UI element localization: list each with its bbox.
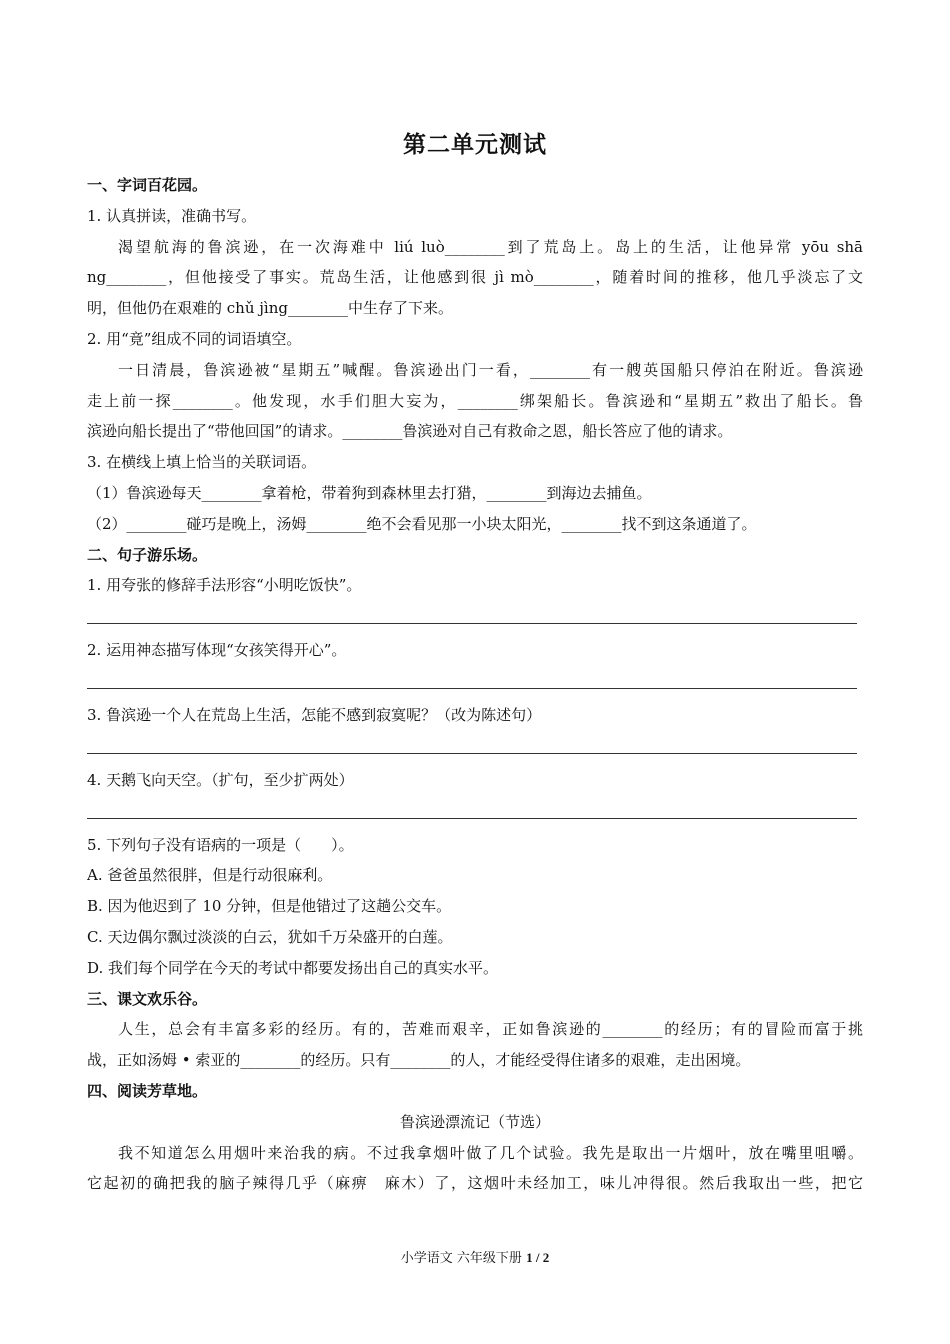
page-number: 1 / 2 (526, 1250, 550, 1265)
text-line: ng________，但他接受了事实。荒岛生活，让他感到很 jì mò________，随着时间的推移，他几乎淡忘了文 (87, 268, 863, 287)
question-prompt: 3. 在横线上填上恰当的关联词语。 (87, 453, 317, 472)
page-footer (0, 1247, 950, 1266)
text-line: 走上前一探________。他发现，水手们胆大妄为，________绑架船长。鲁滨逊和“星期五”救出了船长。鲁 (87, 391, 863, 410)
answer-line[interactable] (87, 601, 857, 624)
text-line: 人生，总会有丰富多彩的经历。有的，苦难而艰辛，正如鲁滨逊的________的经历；有的冒险而富于挑 (118, 1020, 863, 1039)
text-line: 明，但他仍在艰难的 chǔ jìng________中生存了下来。 (87, 299, 453, 318)
question-prompt: 2. 用“竟”组成不同的词语填空。 (87, 329, 302, 348)
question-prompt: 5. 下列句子没有语病的一项是（ ）。 (87, 835, 354, 854)
text-line: 战，正如汤姆 • 索亚的________的经历。只有________的人，才能经受得住诸多的艰难，走出困境。 (87, 1051, 751, 1070)
text-line: 滨逊向船长提出了“带他回国”的请求。________鲁滨逊对自己有救命之恩，船长答应了他的请求。 (87, 422, 733, 441)
page-title: 第二单元测试 (403, 131, 547, 158)
text-line: 渴望航海的鲁滨逊，在一次海难中 liú luò________到了荒岛上。岛上的生活，让他异常 yōu shā (118, 237, 863, 256)
text-line: 一日清晨，鲁滨逊被“星期五”喊醒。鲁滨逊出门一看，________有一艘英国船只停泊在附近。鲁滨逊 (118, 360, 863, 379)
section-heading: 四、阅读芳草地。 (87, 1081, 208, 1100)
passage-line: 我不知道怎么用烟叶来治我的病。不过我拿烟叶做了几个试验。我先是取出一片烟叶，放在嘴里咀嚼。 (118, 1143, 863, 1162)
document-body (87, 170, 863, 1199)
passage-line: 它起初的确把我的脑子辣得几乎（麻痹 麻木）了，这烟叶未经加工，味儿冲得很。然后我取出一些，把它 (87, 1174, 863, 1193)
answer-line[interactable] (87, 666, 857, 689)
passage-title: 鲁滨逊漂流记（节选） (399, 1112, 550, 1131)
option-c: C. 天边偶尔飘过淡淡的白云，犹如千万朵盛开的白莲。 (87, 927, 453, 946)
question-prompt: 1. 用夸张的修辞手法形容“小明吃饭快”。 (87, 576, 362, 595)
question-prompt: 4. 天鹅飞向天空。（扩句，至少扩两处） (87, 770, 354, 789)
answer-line[interactable] (87, 731, 857, 754)
question-prompt: 1. 认真拼读，准确书写。 (87, 206, 257, 225)
footer-text: 小学语文 六年级下册 (400, 1251, 522, 1266)
question-prompt: 3. 鲁滨逊一个人在荒岛上生活，怎能不感到寂寞呢？（改为陈述句） (87, 705, 542, 724)
option-d: D. 我们每个同学在今天的考试中都要发扬出自己的真实水平。 (87, 958, 499, 977)
question-prompt: 2. 运用神态描写体现“女孩笑得开心”。 (87, 641, 347, 660)
section-heading: 二、句子游乐场。 (87, 545, 208, 564)
option-b: B. 因为他迟到了 10 分钟，但是他错过了这趟公交车。 (87, 897, 452, 916)
answer-line[interactable] (87, 796, 857, 819)
section-heading: 一、字词百花园。 (87, 176, 208, 194)
question-item: （1）鲁滨逊每天________拿着枪，带着狗到森林里去打猎，________到海边去捕鱼。 (87, 483, 652, 502)
option-a: A. 爸爸虽然很胖，但是行动很麻利。 (87, 866, 333, 885)
question-item: （2）________碰巧是晚上，汤姆________绝不会看见那一小块太阳光，________找不到这条通道了。 (87, 514, 757, 533)
section-heading: 三、课文欢乐谷。 (87, 989, 208, 1008)
